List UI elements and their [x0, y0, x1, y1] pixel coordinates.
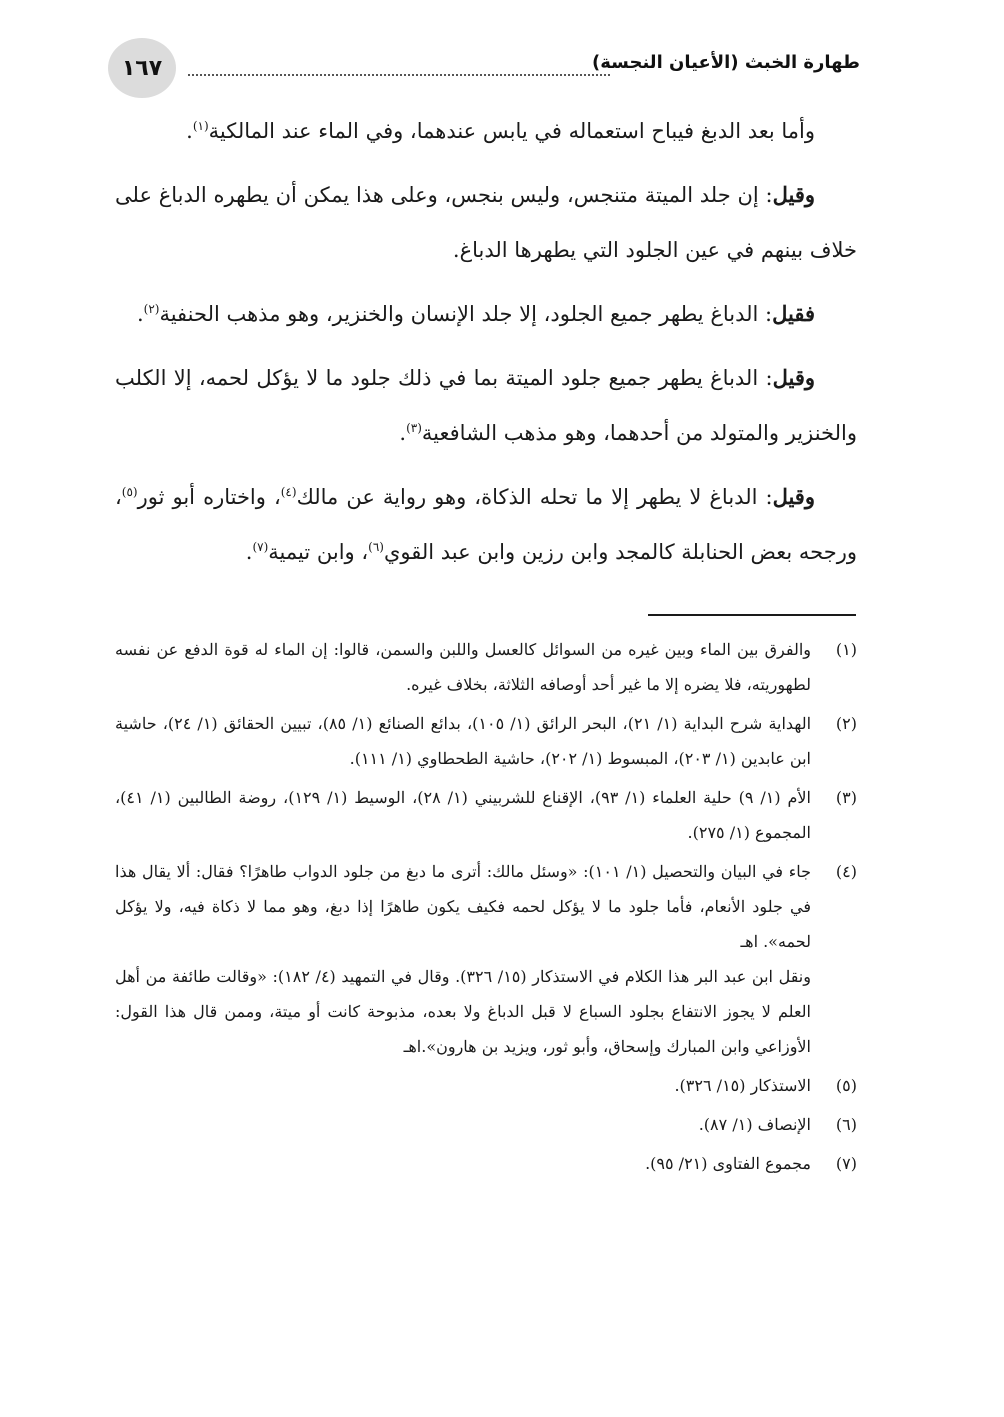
footnote-reference[interactable]: (٣) [406, 421, 422, 435]
paragraph-text: . [136, 302, 144, 326]
header-dotted-leader [188, 74, 610, 76]
footnote-text: جاء في البيان والتحصيل (١/ ١٠١): «وسئل مالك: أترى ما دبغ من جلود الدواب طاهرًا؟ فقال: ألا يقال هذا في جلود الأنعام، فأما جلود ما لا يؤكل لحمه فكيف يكون طاهرًا إذا دبغ، وهو مما لا ذكاة فيه، ولا يؤكل لحمه». اهـ [115, 862, 812, 951]
paragraph-text: ، وابن تيمية [268, 540, 369, 564]
paragraph-lead: وقيل [772, 365, 815, 390]
footnote-item [115, 1107, 857, 1142]
paragraph-text: وأما بعد الدبغ فيباح استعماله في يابس عندهما، وفي الماء عند المالكية [208, 119, 815, 143]
footnote-reference[interactable]: (٥) [121, 485, 138, 499]
footnote-text: الاستذكار (١٥/ ٣٢٦). [674, 1076, 811, 1095]
body-paragraph [115, 469, 857, 580]
page-number-badge: ١٦٧ [108, 38, 176, 98]
footnote-body [115, 1107, 811, 1142]
paragraph-lead: وقيل [772, 182, 815, 207]
footnote-text: الهداية شرح البداية (١/ ٢١)، البحر الرائق (١/ ١٠٥)، بدائع الصنائع (١/ ٨٥)، تبيين الحقائق (١/ ٢٤)، حاشية ابن عابدين (١/ ٢٠٣)، المبسوط (١/ ٢٠٢)، حاشية الطحطاوي (١/ ١١١). [115, 714, 812, 768]
footnote-item [115, 780, 857, 850]
paragraph-text: : الدباغ لا يطهر إلا ما تحله الذكاة، وهو رواية عن مالك [296, 485, 773, 509]
footnote-reference[interactable]: (٧) [252, 540, 269, 554]
paragraph-text: . [186, 119, 193, 143]
footnote-number: (٣) [835, 788, 857, 807]
footnote-body [115, 632, 811, 702]
footnote-body [115, 706, 811, 776]
footnote-reference[interactable]: (٤) [280, 485, 297, 499]
footnote-item [115, 706, 857, 776]
body-paragraph [115, 286, 857, 342]
footnote-number: (٤) [835, 862, 857, 881]
footnote-item [115, 1146, 857, 1181]
paragraph-text: : إن جلد الميتة متنجس، وليس بنجس، وعلى هذا يمكن أن يطهره الدباغ على خلاف بينهم في عين الجلود التي يطهرها الدباغ. [115, 183, 857, 262]
body-paragraph [115, 167, 857, 278]
footnote-text: مجموع الفتاوى (٢١/ ٩٥). [645, 1154, 811, 1173]
footnote-text: الإنصاف (١/ ٨٧). [698, 1115, 811, 1134]
footnote-separator [648, 614, 856, 616]
footnote-text: ونقل ابن عبد البر هذا الكلام في الاستذكار (١٥/ ٣٢٦). وقال في التمهيد (٤/ ١٨٢): «وقالت طائفة من أهل العلم لا يجوز الانتفاع بجلود السباع لا قبل الدباغ ولا بعده، مذبوحة كانت أو ميتة، وممن قال هذا القول: الأوزاعي وابن المبارك وإسحاق، وأبو ثور، ويزيد بن هارون».اهـ [115, 967, 811, 1056]
footnote-item [115, 632, 857, 702]
footnote-reference[interactable]: (١) [192, 119, 209, 133]
footnote-text: الأم (١/ ٩) حلية العلماء (١/ ٩٣)، الإقناع للشربيني (١/ ٢٨)، الوسيط (١/ ١٢٩)، روضة الطالبين (١/ ٤١)، المجموع (١/ ٢٧٥). [115, 788, 811, 842]
chapter-title: طهارة الخبث (الأعيان النجسة) [592, 52, 860, 73]
paragraph-text: ، واختاره أبو ثور [137, 485, 281, 509]
page-header [108, 38, 860, 98]
footnote-number: (١) [835, 640, 857, 659]
footnote-reference[interactable]: (٦) [368, 540, 384, 554]
footnote-number: (٦) [835, 1115, 857, 1134]
footnote-item [115, 854, 857, 1064]
paragraph-text: : الدباغ يطهر جميع الجلود، إلا جلد الإنسان والخنزير، وهو مذهب الحنفية [159, 302, 773, 326]
main-text [115, 104, 857, 588]
footnote-body [115, 780, 811, 850]
footnote-number: (٢) [835, 714, 857, 733]
footnote-text: والفرق بين الماء وبين غيره من السوائل كالعسل واللبن والسمن، قالوا: إن الماء له قوة الدفع عن نفسه لطهوريته، فلا يضره إلا ما غير أحد أوصافه الثلاثة، بخلاف غيره. [115, 640, 811, 694]
footnotes-section [115, 632, 857, 1185]
paragraph-text: . [245, 540, 253, 564]
footnote-body [115, 1068, 811, 1103]
body-paragraph [115, 350, 857, 461]
footnote-item [115, 1068, 857, 1103]
paragraph-lead: وقيل [772, 484, 815, 509]
paragraph-text: ، ورجحه بعض الحنابلة كالمجد وابن رزين وابن عبد القوي [115, 485, 857, 564]
footnote-body [115, 1146, 811, 1181]
footnote-number: (٧) [835, 1154, 857, 1173]
paragraph-text: . [399, 421, 407, 445]
paragraph-lead: فقيل [772, 301, 815, 326]
footnote-reference[interactable]: (٢) [143, 302, 160, 316]
body-paragraph [115, 104, 857, 159]
footnote-body [115, 854, 811, 1064]
paragraph-text: : الدباغ يطهر جميع جلود الميتة بما في ذلك جلود ما لا يؤكل لحمه، إلا الكلب والخنزير والمتولد من أحدهما، وهو مذهب الشافعية [115, 366, 857, 445]
footnote-number: (٥) [835, 1076, 857, 1095]
